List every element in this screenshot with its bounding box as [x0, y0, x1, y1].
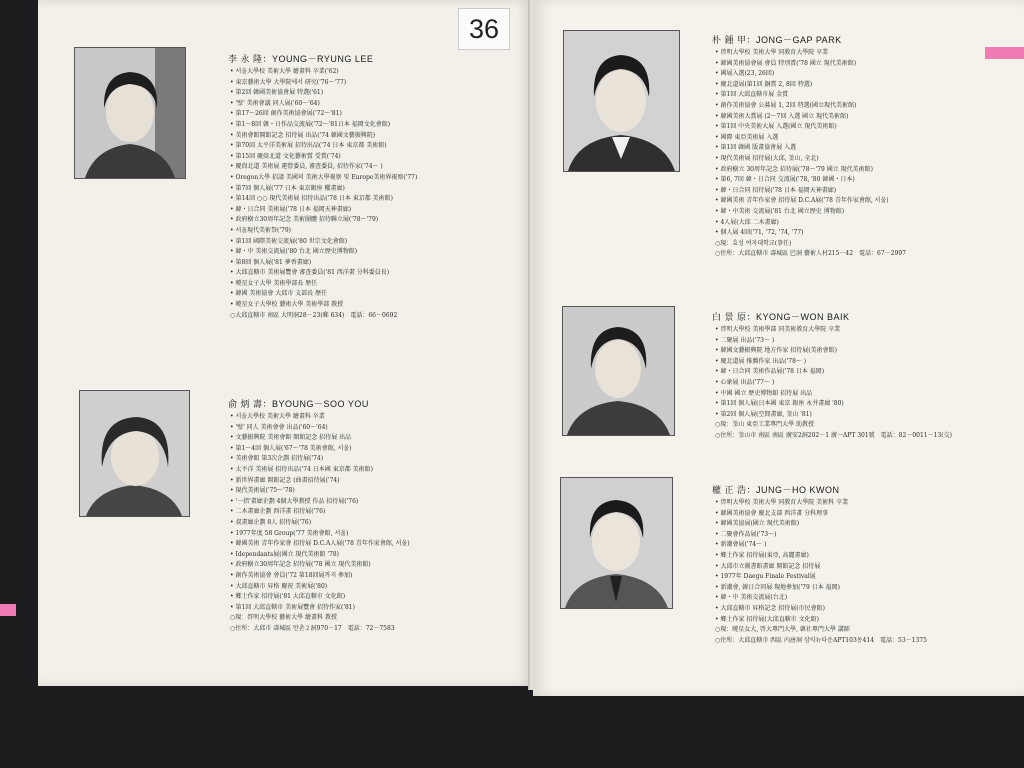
career-item: • 第15回 慶尙北道 文化藝術賞 受賞('74): [230, 152, 515, 163]
career-item: • 鄉土作家 招待展(大邱直轄市 文化館): [715, 615, 1005, 626]
career-item: • 大邱直轄市 昇格記念 招待展(市民會館): [715, 604, 1005, 615]
career-item: • 啓明大學校 美術大學 同教育大學院 卒業: [715, 48, 1005, 59]
portrait-figure: [564, 31, 679, 171]
career-item: • 新世界畫廊 開館記念 (曲畫招待展('74): [230, 476, 515, 487]
career-item: • 韓國美術 青年作家會 招待展 D.C.A人展('78 青年作家會館, 서울): [230, 539, 515, 550]
portrait-figure: [75, 48, 185, 178]
career-item: • 韓國美術協會 慶北支部 西洋畫 分科理事: [715, 509, 1005, 520]
career-item: ○現：釜山 東亞工業專門大學 助教授: [715, 421, 815, 429]
career-item: • 4人展(大邱 二木畫廊): [715, 218, 1005, 229]
career-item: • 韓・中美術 交流展('81 台北 國立歷史 博物館): [715, 207, 1005, 218]
career-item: • 第7回 個人展('77 日本 東京銀座 櫻畫廊): [230, 184, 515, 195]
career-item: • 第6, 7回 韓・日合同 交流展('78, '80 韓國・日本): [715, 175, 1005, 186]
career-item: • 太平洋 美術展 招待出品('74 日本國 東京都 美術館): [230, 465, 515, 476]
career-list: [715, 48, 1005, 260]
career-item: • 鄉土作家 招待展(東亞, 高麗畫廊): [715, 551, 1005, 562]
career-item: • 心象展 出品('77～ ): [715, 378, 1005, 389]
portrait-figure: [561, 478, 672, 608]
career-list: [715, 498, 1005, 646]
career-item: • Idependants展(國立 現代美術館 '78): [230, 550, 515, 561]
career-item: • 第17～26回 創作美術協會展('72～'81): [230, 109, 515, 120]
artist-name: 俞 炳 壽：BYOUNG－SOO YOU: [228, 399, 369, 409]
career-item: • 個人展 4回('71, '72, '74, '77): [715, 228, 1005, 239]
career-item: • 第2回 個人展(空間畫廊, 釜山 '81): [715, 410, 1005, 421]
career-item: • 慶尙北道 美術展 運營委員, 審查委員, 招待作家('74～ ): [230, 162, 515, 173]
career-item: • 韓・日合同 招待展('78 日本 福岡天神畫廊): [715, 186, 1005, 197]
career-item: • 韓・中 美術交流展('80 台北 國立歷史博物館): [230, 247, 515, 258]
career-item: • 新潮會展('74～ ): [715, 540, 1005, 551]
career-item: • 東京藝術大學 大學院에서 研究('76～'77): [230, 78, 515, 89]
career-item: • 韓・中 美術交流展(台北): [715, 593, 1005, 604]
career-item: • 創作美術協會 會員('72 第18回展까지 參加): [230, 571, 515, 582]
career-item: ○住所：大邱市 壽城區 만촌２洞970－17 電話：72－7583: [230, 624, 395, 632]
career-item: • 鄉土作家 招待展('81 大邱直轄市 文化館): [230, 592, 515, 603]
career-item: • 第1回 大邱直轄市 美術展覽會 招待作家('81): [230, 603, 515, 614]
career-item: • 叔畫廊企劃 8人 招待展('76): [230, 518, 515, 529]
career-item: • 啓明大學校 美術學部 同美術教育大學院 卒業: [715, 325, 1005, 336]
career-item: • Oregon大學 招請 美國의 美術大學視察 및 Europe美術界視察('77): [230, 173, 515, 184]
career-item: • 韓國美術大賞展 (2～7回 入選 國立 現代美術館): [715, 112, 1005, 123]
career-list: [230, 67, 515, 321]
career-item: • 慶北道展(第1回 銅賞 2, 8回 特選): [715, 80, 1005, 91]
career-item: • 國際 東亞美術展 入選: [715, 133, 1005, 144]
career-item: • 現代美術展 招待展(大邱, 釜山, 全北): [715, 154, 1005, 165]
artist-name: 白 景 原：KYONG－WON BAIK: [712, 312, 850, 322]
artist-name: 李 永 隆：YOUNG－RYUNG LEE: [228, 54, 374, 64]
career-item: • 二聚會作品展('73～): [715, 530, 1005, 541]
career-item: • 第1～8回 韓・日作品交流展('72～'81日本 福岡文化會館): [230, 120, 515, 131]
career-item: ○住所：大邱直轄市 壽城區 巴洞 藝術人村215－42 電話：67－2997: [715, 250, 906, 258]
artist-name: 朴 鍾 甲：JONG－GAP PARK: [712, 35, 842, 45]
career-item: • 中國 國立 歷史博物館 招待展 出品: [715, 389, 1005, 400]
career-item: • 二聚展 出品('73～ ): [715, 336, 1005, 347]
career-item: • 大邱直轄市 昇格 慶祝 美術展('80): [230, 582, 515, 593]
career-item: • 政府樹立30周年記念 美術團體 招待聯立展('78～'79): [230, 215, 515, 226]
career-item: • 서울現代美術祭('79): [230, 226, 515, 237]
career-item: • 韓・日合同 美術作品展('78 日本 福岡): [715, 367, 1005, 378]
career-item: • '壁' 同人 美術會會 出品('60～'64): [230, 423, 515, 434]
career-item: • 第1～4回 個人展('67～'78 美術會館, 서울): [230, 444, 515, 455]
career-item: • 慶北道展 推薦作家 出品('78～ ): [715, 357, 1005, 368]
career-item: • 政府樹立 30周年記念 招待展('78～'79 國立 現代美術館): [715, 165, 1005, 176]
career-item: • 政府樹立30周年記念 招待展('78 國立 現代美術館): [230, 560, 515, 571]
portrait-photo: [79, 390, 190, 517]
career-item: ○現：曉星女大, 啓大專門大學, 韓社專門大學 講師: [715, 626, 850, 634]
career-item: • 韓國 美術協會 大邱市 支部長 歷任: [230, 289, 515, 300]
career-item: • 新潮會, 韓日合同展 現地參加('79 日本 福岡): [715, 583, 1005, 594]
career-item: • 第70回 太平洋美術展 招待出品('74 日本 東京都 美術館): [230, 141, 515, 152]
career-item: • 韓國美術 青年作家會 招待展 D.C.A展('78 青年作家會館, 서울): [715, 196, 1005, 207]
career-list: [230, 412, 515, 634]
career-item: • 韓國美協展(國立 現代美術館): [715, 519, 1005, 530]
career-item: • 二木畫廊企劃 西洋畫 招待展('76): [230, 507, 515, 518]
career-list: [715, 325, 1005, 442]
career-item: • 韓國文藝振興院 地方作家 招待展(美術會館): [715, 346, 1005, 357]
career-item: • 第1回 大邱直轄市展 金賞: [715, 90, 1005, 101]
career-item: ○現：효성 여자대학교(事任): [715, 239, 792, 247]
career-item: • 第14回 ○○ 現代美術展 招待出品('78 日本 東京都 美術館): [230, 194, 515, 205]
career-item: • 第8回 個人展('81 夢香畫廊): [230, 258, 515, 269]
career-item: ○住所：釜山市 南區 南區 廣安2洞202－1 廣一APT 301號 電話：82－0011－13(交): [715, 431, 952, 439]
career-item: • 大邱直轄市 美術展覽會 審查委員('81 西洋畫 分科委員長): [230, 268, 515, 279]
career-item: ○現：啓明大學校 藝術大學 繪畫科 教授: [230, 614, 337, 622]
page-number-label: 36: [458, 8, 510, 50]
career-item: ○大邱直轄市 南區 大明洞28－23(郵 634) 電話：66－0692: [230, 311, 398, 319]
career-item: • 文藝振興院 美術會館 開館記念 招待展 出品: [230, 433, 515, 444]
career-item: • '一指'畫廊企劃 4個大學教授 作品 招待展('76): [230, 497, 515, 508]
career-item: • 1977年度 58 Group('77 美術會館, 서울): [230, 529, 515, 540]
career-item: ○住所：大邱直轄市 西區 内唐洞 삼익뉴타운APT103동414 電話：53－1375: [715, 636, 927, 644]
portrait-figure: [563, 307, 674, 435]
portrait-photo: [74, 47, 186, 179]
career-item: • 韓・日合同 美術展('78 日本 福岡天神畫廊): [230, 205, 515, 216]
career-item: • 第1回 韓國 版畫協會展 入選: [715, 143, 1005, 154]
portrait-photo: [563, 30, 680, 172]
career-item: • 서울大學校 美術大學 繪畫科 卒業('62): [230, 67, 515, 78]
career-item: • 大邱市立圖書館畫廊 開館記念 招待展: [715, 562, 1005, 573]
career-item: • 第1回 中央美術大展 入選(國立 現代美術館): [715, 122, 1005, 133]
career-item: • 現代美術展('75～'78): [230, 486, 515, 497]
career-item: • 第2回 韓國美術協會展 特選('61): [230, 88, 515, 99]
career-item: • '壁' 美術會議 同人展('60～'64): [230, 99, 515, 110]
career-item: • 國展入選(23, 26回): [715, 69, 1005, 80]
career-item: • 美術會館 第3次企劃 招待展('74): [230, 454, 515, 465]
pink-index-tab: [0, 604, 16, 616]
portrait-figure: [80, 391, 189, 516]
career-item: • 美術會館開館記念 招待展 出品('74 韓國文藝振興院): [230, 131, 515, 142]
career-item: • 서울大學校 美術大學 繪畫科 卒業: [230, 412, 515, 423]
portrait-photo: [560, 477, 673, 609]
career-item: • 1977年 Daegu Finale Festival展: [715, 572, 1005, 583]
career-item: • 韓國美術協會展 會員 特別賞('78 國立 現代美術館): [715, 59, 1005, 70]
portrait-photo: [562, 306, 675, 436]
career-item: • 啓明大學校 美術大學 同教育大學院 美術科 卒業: [715, 498, 1005, 509]
artist-name: 權 正 浩：JUNG－HO KWON: [712, 485, 840, 495]
career-item: • 創作美術協會 公募展 1, 2回 特選(國立現代美術館): [715, 101, 1005, 112]
career-item: • 曉星女子大學校 藝術大學 美術學部 教授: [230, 300, 515, 311]
career-item: • 曉星女子大學 美術學部長 歷任: [230, 279, 515, 290]
career-item: • 第1回 國際美術交流展('80 世宗文化會館): [230, 237, 515, 248]
career-item: • 第1回 個人展(日本國 東京 銀座 永井畫廊 '80): [715, 399, 1005, 410]
